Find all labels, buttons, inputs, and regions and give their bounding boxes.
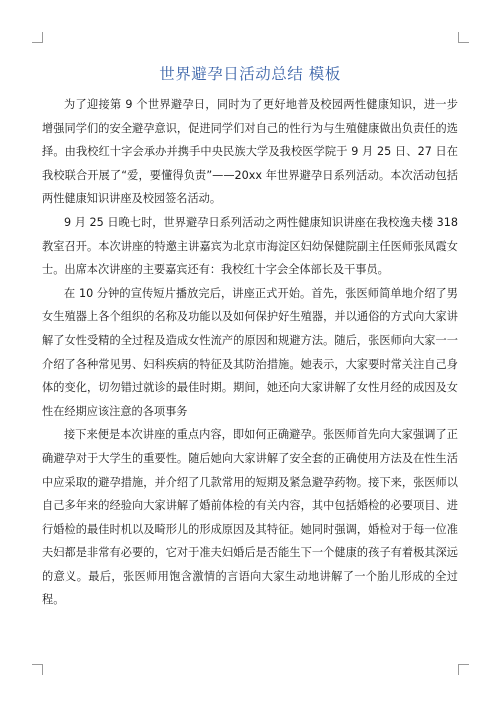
document-body — [42, 93, 458, 612]
page-corner-mark-top-left — [32, 32, 43, 43]
page-corner-mark-bottom-right — [458, 664, 469, 675]
paragraph: 9 月 25 日晚七时，世界避孕日系列活动之两性健康知识讲座在我校逸夫楼 318 教室召开。本次讲座的特邀主讲嘉宾为北京市海淀区妇幼保健院副主任医师张凤霞女士。出席本次讲座的主要嘉宾还有：我校红十字会全体部长及干事员。 — [42, 215, 458, 277]
paragraph: 接下来便是本次讲座的重点内容，即如何正确避孕。张医师首先向大家强调了正确避孕对于大学生的重要性。随后她向大家讲解了安全套的正确使用方法及在性生活中应采取的避孕措施，并介绍了几款常用的短期及紧急避孕药物。接下来，张医师以自己多年来的经验向大家讲解了婚前体检的有关内容，其中包括婚检的必要项目、进行婚检的最佳时机以及畸形儿的形成原因及其特征。她同时强调，婚检对于每一位准夫妇都是非常有必要的，它对于准夫妇婚后是否能生下一个健康的孩子有着极其深远的意义。最后，张医师用饱含激情的言语向大家生动地讲解了一个胎儿形成的全过程。 — [42, 428, 458, 607]
page-corner-mark-bottom-left — [32, 664, 43, 675]
page-corner-mark-top-right — [458, 32, 469, 43]
paragraph: 为了迎接第 9 个世界避孕日，同时为了更好地普及校园两性健康知识，进一步增强同学们的安全避孕意识，促进同学们对自己的性行为与生殖健康做出负责任的选择。由我校红十字会承办并携手中央民族大学及我校医学院于 9 月 25 日、27 日在我校联合开展了“爱，要懂得负责”——20xx 年世界避孕日系列活动。本次活动包括两性健康知识讲座及校园签名活动。 — [42, 98, 458, 206]
document-title: 世界避孕日活动总结 模板 — [159, 65, 341, 83]
paragraph: 在 10 分钟的宣传短片播放完后，讲座正式开始。首先，张医师简单地介绍了男女生殖器上各个组织的名称及功能以及如何保护好生殖器，并以通俗的方式向大家讲解了女性受精的全过程及造成女性流产的原因和规避方法。随后，张医师向大家一一介绍了各种常见男、妇科疾病的特征及其防治措施。她表示，大家要时常关注自己身体的变化，切勿错过就诊的最佳时期。期间，她还向大家讲解了女性月经的成因及女性在经期应该注意的各项事务 — [42, 286, 458, 418]
